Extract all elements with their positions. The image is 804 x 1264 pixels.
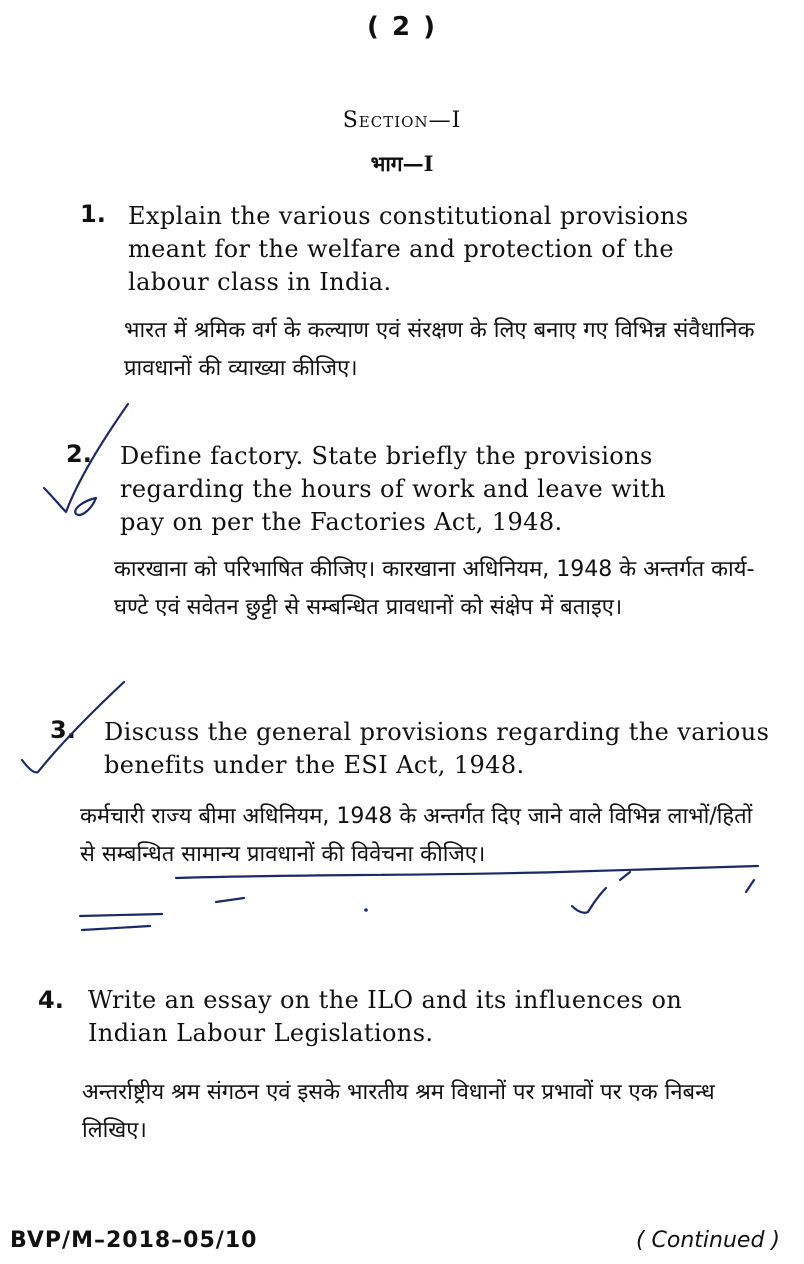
dot-mark-q3	[364, 908, 368, 912]
continued-label: ( Continued )	[635, 1228, 780, 1253]
question-number: 3.	[50, 716, 76, 744]
question-number: 4.	[38, 986, 64, 1014]
question-text-hindi: कारखाना को परिभाषित कीजिए। कारखाना अधिनियम, 1948 के अन्तर्गत कार्य-घण्टे एवं सवेतन छुट्टी से सम्बन्धित प्रावधानों को संक्षेप में बताइए।	[114, 557, 755, 620]
small-tick-q3	[572, 888, 606, 913]
paper-code: BVP/M–2018–05/10	[10, 1228, 258, 1253]
question-text-english: Explain the various constitutional provisions meant for the welfare and protection of the labour class in India.	[128, 202, 689, 296]
question-number: 2.	[66, 440, 92, 468]
section-title-hindi: भाग—I	[370, 151, 434, 176]
question-text-hindi: कर्मचारी राज्य बीमा अधिनियम, 1948 के अन्तर्गत दिए जाने वाले विभिन्न लाभों/हितों से सम्बन्धित सामान्य प्रावधानों की विवेचना कीजिए।	[80, 804, 753, 867]
question-number: 1.	[80, 200, 106, 228]
page-number: ( 2 )	[367, 12, 437, 42]
slash-mark-q3	[746, 880, 754, 892]
question-text-english: Define factory. State briefly the provisions regarding the hours of work and leave with pay on per the Factories Act, 1948.	[120, 442, 667, 536]
question-text-hindi: भारत में श्रमिक वर्ग के कल्याण एवं संरक्षण के लिए बनाए गए विभिन्न संवैधानिक प्रावधानों की व्याख्या कीजिए।	[124, 318, 755, 381]
loop-mark-q2	[75, 498, 96, 515]
double-underline-q3	[82, 926, 150, 930]
underline-short-q3	[80, 914, 162, 916]
question-text-hindi: अन्तर्राष्ट्रीय श्रम संगठन एवं इसके भारतीय श्रम विधानों पर प्रभावों पर एक निबन्ध लिखिए।	[82, 1080, 715, 1143]
dash-mark-q3	[216, 898, 244, 902]
question-text-english: Discuss the general provisions regarding the various benefits under the ESI Act, 1948.	[104, 718, 770, 779]
section-title: Section—I	[342, 108, 462, 133]
question-text-english: Write an essay on the ILO and its influences on Indian Labour Legislations.	[88, 986, 683, 1047]
